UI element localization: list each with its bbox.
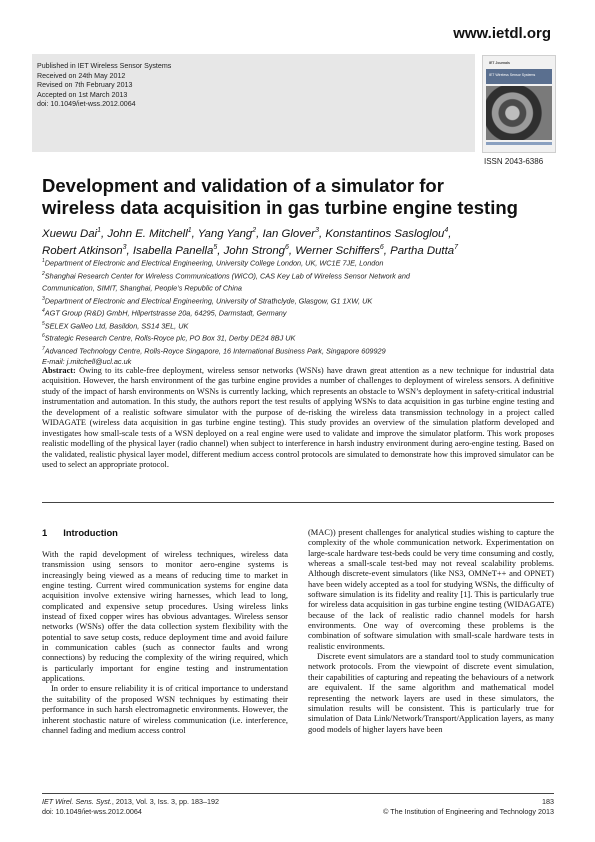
footer-volume: , 2013, Vol. 3, Iss. 3, pp. 183–192 bbox=[111, 797, 219, 806]
footer-divider bbox=[42, 793, 554, 794]
contact-email[interactable]: E-mail: j.mitchell@ucl.ac.uk bbox=[42, 356, 132, 366]
paragraph: Discrete event simulators are a standard tool to study communication network protocols. From the viewpoint of discrete event simulation, their capabilities of capturing and repeating the behaviours of a network are equivalent. If the same algorithm and mathematical model representing the network layers are used in these simulators, the simulation results will be consistent. This is particularly true for simulation of Data Link/Network/Transport/Application layers, as many good models of higher layers have been bbox=[308, 651, 554, 734]
copyright: © The Institution of Engineering and Technology 2013 bbox=[383, 806, 554, 816]
footer-page-info bbox=[383, 797, 554, 816]
author-list bbox=[42, 224, 562, 258]
issn: ISSN 2043-6386 bbox=[484, 157, 544, 166]
cover-artwork bbox=[486, 86, 552, 140]
footer-journal: IET Wirel. Sens. Syst. bbox=[42, 797, 112, 806]
title-line-2: wireless data acquisition in gas turbine engine testing bbox=[42, 196, 518, 218]
author: Konstantinos Sasloglou$^4$, bbox=[325, 227, 452, 240]
affiliation: Communication, SIMIT, Shanghai, People’s Republic of China bbox=[42, 283, 242, 293]
author: Isabella Panella$^5$, bbox=[132, 243, 224, 257]
affiliation: $^4$AGT Group (R&D) GmbH, Hilpertstrasse 20a, 64295, Darmstadt, Germany bbox=[42, 308, 287, 318]
author: Partha Dutta$^7$ bbox=[390, 243, 458, 257]
paper-title bbox=[42, 175, 562, 218]
author: Xuewu Dai$^1$, bbox=[42, 227, 108, 240]
received-date: Received on 24th May 2012 bbox=[37, 71, 126, 80]
abstract-text: Owing to its cable-free deployment, wireless sensor networks (WSNs) have drawn great attention as a new technique for industrial data acquisition. However, the harsh environment of the gas turbine engine provides a number of challenges to deployment of wireless sensors. A definitive study of the impact of harsh environments on WSNs is currently lacking, which represents an obstacle to WSN’s deployment in safety-critical industrial instrumentation and automation. In this study, the authors report the test results of applying WSNs to data acquisition in gas turbine engine testing and the development of a realistic software simulator with the purpose of de-risking the wireless data transmission technology in a project called WIDAGATE (wireless data acquisition in gas turbine engine testing). This study provides an overview of the simulation platform developed and investigates how small-scale tests of a WSN deployed on a real engine were used to validate and improve the simulator platform. This work proposes realistic modelling of the physical layer (radio channel) when subject to interference in harsh industry environment during aero-engine testing. Based on the validated, realistic physical layer model, different medium access control protocols are simulated to demonstrate how this improved simulator can be used to select an appropriate protocol. bbox=[42, 366, 554, 470]
cover-brand: IET Journals bbox=[489, 61, 511, 65]
publication-doi: doi: 10.1049/iet-wss.2012.0064 bbox=[37, 100, 136, 109]
author: Robert Atkinson$^3$, bbox=[42, 243, 133, 257]
accepted-date: Accepted on 1st March 2013 bbox=[37, 90, 128, 99]
affiliation: $^7$Advanced Technology Centre, Rolls-Royce Singapore, 16 International Business Park, Singapore 609929 bbox=[42, 346, 386, 356]
affiliation: $^5$SELEX Galileo Ltd, Basildon, SS14 3EL, UK bbox=[42, 320, 189, 331]
section-heading bbox=[42, 527, 118, 538]
cover-journal-name: IET Wireless Sensor Systems bbox=[489, 73, 536, 77]
affiliations bbox=[42, 256, 562, 367]
author: John Strong$^6$, bbox=[223, 243, 296, 257]
paragraph: (MAC)) present challenges for analytical studies wishing to capture the complexity of the whole communication network. Experimentation on large-scale hardware test-beds could be very time consuming and costly, whereas a small-scale test-bed may not reveal scalability problems. Although discrete-event simulators (like NS3, OMNeT++ and OPNET) have been widely accepted as a tool for studying WSNs, the difficulty of software simulation is its fidelity and reality [1]. This is particularly true for wireless data acquisition in gas turbine engine testing (WIDAGATE) because of the lack of realistic radio channel models for harsh environments. One way of overcoming these problems is the combination of software simulation with small-scale hardware tests in realistic environments. bbox=[308, 527, 554, 651]
publication-journal: Published in IET Wireless Sensor Systems bbox=[37, 62, 172, 70]
title-line-1: Development and validation of a simulator for bbox=[42, 175, 444, 196]
body-column-right bbox=[308, 527, 554, 734]
site-url[interactable]: www.ietdl.org bbox=[453, 25, 551, 42]
footer-citation bbox=[42, 797, 219, 816]
section-divider bbox=[42, 502, 554, 503]
author: Yang Yang$^2$, bbox=[197, 227, 263, 240]
section-title: Introduction bbox=[63, 527, 118, 538]
revised-date: Revised on 7th February 2013 bbox=[37, 81, 133, 90]
affiliation: $^6$Strategic Research Centre, Rolls-Royce plc, PO Box 31, Derby DE24 8BJ UK bbox=[42, 333, 296, 343]
abstract bbox=[42, 366, 554, 471]
section-number: 1 bbox=[42, 527, 48, 538]
affiliation: $^3$Department of Electronic and Electrical Engineering, University of Strathclyde, Glasgow, G1 1XW, UK bbox=[42, 295, 373, 306]
cover-stripe bbox=[486, 142, 552, 145]
author: John E. Mitchell$^1$, bbox=[107, 227, 198, 240]
author: Ian Glover$^3$, bbox=[262, 227, 326, 240]
abstract-label: Abstract: bbox=[42, 366, 76, 375]
body-column-left bbox=[42, 549, 288, 735]
author: Werner Schiffers$^6$, bbox=[295, 243, 391, 257]
paragraph: With the rapid development of wireless techniques, wireless data transmission using sensors to monitor aero-engine systems is increasingly being viewed as a means of reducing time to market in engine testing. Current wired communication systems for engine data acquisition involve extensive wiring harnesses, which lead to long, complicated and expensive setup procedures. Using wireless links instead of fixed copper wires has obvious advantages. Wireless sensor networks (WSNs) offer the data collection system flexibility with the potential to save setup costs, reduce deployment time and avoid failure in communication cables (such as connector faults and wrong connections) by reducing the complexity of the wiring required, which is particularly important for engine testing and instrumentation applications. bbox=[42, 549, 288, 684]
journal-cover-image bbox=[482, 55, 556, 153]
affiliation: $^2$Shanghai Research Center for Wireless Communications (WiCO), CAS Key Lab of Wireless Sensor Network and bbox=[42, 270, 410, 280]
publication-info-box bbox=[32, 54, 475, 152]
affiliation: $^1$Department of Electronic and Electrical Engineering, University College London, UK, WC1E 7JE, London bbox=[42, 258, 384, 268]
page-number: 183 bbox=[542, 797, 554, 806]
paragraph: In order to ensure reliability it is of critical importance to understand the suitability of the proposed WSN techniques by estimating their performance in such harsh electromagnetic environments. However, the inherent stochastic nature of wireless communication (i.e. interference, channel fading and medium access control bbox=[42, 683, 288, 735]
footer-doi: doi: 10.1049/iet-wss.2012.0064 bbox=[42, 806, 142, 816]
